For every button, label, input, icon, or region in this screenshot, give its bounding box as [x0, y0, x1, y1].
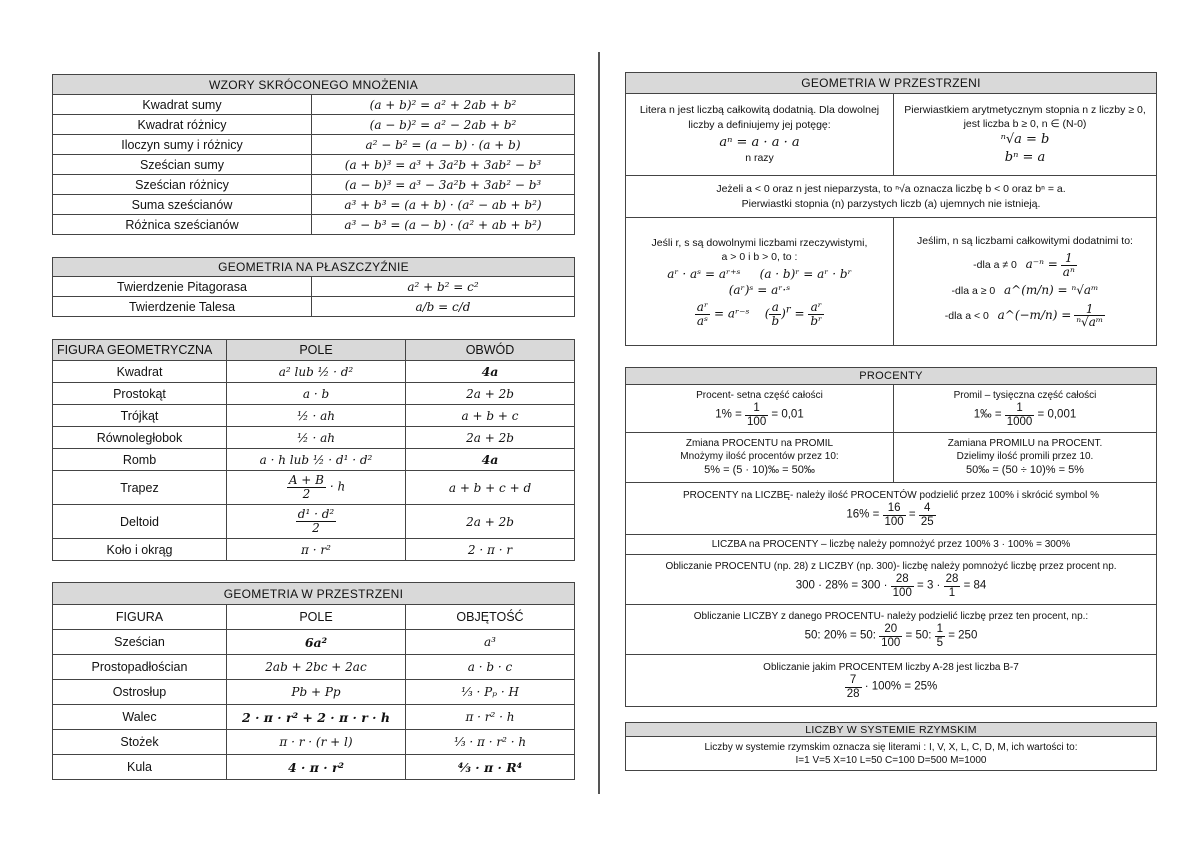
numerator: 28 [891, 573, 914, 586]
denominator: ⁿ√aᵐ [1076, 315, 1104, 330]
row-obwod: a + b + c + d [406, 471, 575, 505]
row-label: Twierdzenie Talesa [53, 297, 312, 317]
rs-formula-1: aʳ · aˢ = aʳ⁺ˢ [667, 266, 741, 281]
row-obj: a · b · c [406, 655, 575, 680]
potega-cell [626, 94, 894, 176]
denominator: 28 [846, 687, 860, 700]
procent-title: Procent- setna część całości [696, 390, 823, 402]
table-row [53, 135, 575, 155]
op-formula: 300 · 28% = 300 · [795, 580, 888, 593]
row-obj: ⅓ · Pₚ · H [406, 680, 575, 705]
row-formula: (a + b)² = a² + 2ab + b² [312, 95, 575, 115]
rzymskie-header: LICZBY W SYSTEMIE RZYMSKIM [626, 723, 1157, 737]
procent-na-promil-cell [626, 433, 894, 483]
rs-text-2: a > 0 i b > 0, to : [721, 250, 798, 263]
wzory-header: WZORY SKRÓCONEGO MNOŻENIA [53, 75, 575, 95]
row-formula: (a − b)² = a² − 2ab + b² [312, 115, 575, 135]
table-row [53, 449, 575, 471]
rzymskie-cell [626, 737, 1157, 771]
denominator: 100 [881, 636, 901, 649]
fraction [891, 573, 914, 598]
denominator: 2 [302, 487, 311, 501]
procenty-na-liczbe-cell: PROCENTY na LICZBĘ- należy ilość PROCENTÓW podzielić przez 100% i skrócić symbol % 16% = $\frac{16}{100}$ = $\frac{4}{25}$ [626, 483, 1157, 535]
rs-text-1: Jeśli r, s są dowolnymi liczbami rzeczywistymi, [651, 236, 868, 249]
przestrzen-left-header: GEOMETRIA W PRZESTRZENI [53, 583, 575, 605]
potega-note: n razy [745, 152, 774, 165]
row-label: Deltoid [53, 505, 227, 539]
denominator: 5 [936, 636, 944, 649]
row-pole: 2ab + 2bc + 2ac [227, 655, 406, 680]
table-row [53, 361, 575, 383]
col-header: FIGURA [53, 605, 227, 630]
row-label: Sześcian sumy [53, 155, 312, 175]
ol-rest: = 250 [948, 630, 978, 643]
ol-mid: = 50: [905, 630, 932, 643]
fraction [1005, 402, 1035, 427]
table-row [53, 277, 575, 297]
row-obwod: 2a + 2b [406, 505, 575, 539]
row-obwod: 2a + 2b [406, 383, 575, 405]
nieparzyste-line-1: Jeżeli a < 0 oraz n jest nieparzysta, to ⁿ√a oznacza liczbę b < 0 oraz bⁿ = a. [716, 183, 1066, 196]
row-label: Koło i okrąg [53, 539, 227, 561]
op-text: Obliczanie PROCENTU (np. 28) z LICZBY (np. 300)- liczbę należy pomnożyć liczbę przez procent np. [665, 561, 1117, 573]
col-header: POLE [227, 340, 406, 361]
row-label: Ostrosłup [53, 680, 227, 705]
row-pole: 2 · π · r² + 2 · π · r · h [227, 705, 406, 730]
denominator: aⁿ [1062, 264, 1075, 279]
row-pole: π · r² [227, 539, 406, 561]
numerator: 20 [879, 623, 902, 636]
row-pole [227, 505, 406, 539]
potegi-rs-cell: Jeśli r, s są dowolnymi liczbami rzeczywistymi, a > 0 i b > 0, to : aʳ · aˢ = aʳ⁺ˢ (a · b)ʳ = aʳ · bʳ (aʳ)ˢ = aʳ·ˢ $\frac{\text{aʳ}}{\text{aˢ}}$ = aʳ⁻ˢ ( $\frac{a}{b}$ )$^r$ = $\frac{\text{aʳ}}{\text{bʳ}}$ [626, 218, 894, 346]
denominator: aˢ [696, 313, 709, 328]
fraction [845, 674, 862, 699]
pl-formula: 16% = [846, 509, 880, 522]
rzymskie-table [625, 722, 1157, 771]
row-pole: ½ · ah [227, 405, 406, 427]
numerator: 1 [1005, 402, 1035, 415]
table-row [53, 215, 575, 235]
col-header: OBWÓD [406, 340, 575, 361]
zm2-title: Zamiana PROMILU na PROCENT. [947, 438, 1103, 450]
row-formula: a/b = c/d [312, 297, 575, 317]
rs-formula-3: (aʳ)ˢ = aʳ·ˢ [728, 283, 791, 298]
rzymskie-line-2: I=1 V=5 X=10 L=50 C=100 D=500 M=1000 [795, 754, 987, 766]
table-row [53, 655, 575, 680]
row-formula: (a + b)³ = a³ + 3a²b + 3ab² − b³ [312, 155, 575, 175]
numerator: 1 [745, 402, 768, 415]
row-label: Stożek [53, 730, 227, 755]
table-row [53, 383, 575, 405]
zm2-formula: 50‰ = (50 ÷ 10)% = 5% [966, 464, 1084, 477]
liczba-na-procenty-cell: LICZBA na PROCENTY – liczbę należy pomnożyć przez 100% 3 · 100% = 300% [626, 535, 1157, 555]
row-formula: a² − b² = (a − b) · (a + b) [312, 135, 575, 155]
col-header: OBJĘTOŚĆ [406, 605, 575, 630]
potega-text: Litera n jest liczbą całkowitą dodatnią. Dla dowolnej liczby a definiujemy jej potęgę: [639, 104, 880, 131]
ol-formula: 50: 20% = 50: [804, 630, 876, 643]
row-formula: a³ − b³ = (a − b) · (a² + ab + b²) [312, 215, 575, 235]
denominator: 100 [884, 515, 904, 528]
promil-na-procent-cell [894, 433, 1157, 483]
table-row [53, 505, 575, 539]
row-label: Walec [53, 705, 227, 730]
row-obwod: 4a [406, 361, 575, 383]
denominator: 1 [948, 586, 956, 599]
row-label: Prostokąt [53, 383, 227, 405]
table-row [53, 471, 575, 505]
pole-suffix: · h [329, 480, 346, 494]
column-divider [598, 52, 600, 794]
mn-row-1-formula: a⁻ⁿ = [1025, 257, 1058, 272]
table-row [53, 155, 575, 175]
row-formula: a³ + b³ = (a + b) · (a² − ab + b²) [312, 195, 575, 215]
row-label: Sześcian [53, 630, 227, 655]
row-label: Iloczyn sumy i różnicy [53, 135, 312, 155]
numerator: 28 [945, 573, 959, 586]
procenty-header: PROCENTY [626, 368, 1157, 385]
row-label: Suma sześcianów [53, 195, 312, 215]
row-pole: π · r · (r + l) [227, 730, 406, 755]
numerator: 4 [919, 502, 936, 515]
row-pole: 4 · π · r² [227, 755, 406, 780]
zm1-title: Zmiana PROCENTU na PROMIL [685, 438, 834, 450]
table-row [53, 680, 575, 705]
fraction [919, 502, 936, 527]
row-pole: a · h lub ½ · d¹ · d² [227, 449, 406, 471]
promil-cell [894, 385, 1157, 433]
row-label: Trapez [53, 471, 227, 505]
row-label: Kwadrat różnicy [53, 115, 312, 135]
promil-rest: = 0,001 [1037, 409, 1077, 422]
fraction [745, 402, 768, 427]
denominator: 25 [920, 515, 934, 528]
fraction [879, 623, 902, 648]
row-obj: π · r² · h [406, 705, 575, 730]
pierwiastek-text: Pierwiastkiem arytmetycznym stopnia n z liczby ≥ 0, jest liczba b ≥ 0, n ∈ (N-0) [904, 103, 1146, 130]
procent-cell [626, 385, 894, 433]
table-row [53, 195, 575, 215]
obliczanie-procentu-cell [626, 555, 1157, 605]
numerator: 1 [936, 623, 944, 636]
table-row [53, 405, 575, 427]
table-row [53, 297, 575, 317]
row-pole: 6a² [227, 630, 406, 655]
row-obj: a³ [406, 630, 575, 655]
fraction [287, 474, 326, 500]
numerator: aʳ [808, 301, 824, 315]
denominator: 2 [312, 521, 320, 535]
jp-text: Obliczanie jakim PROCENTEM liczby A-28 jest liczba B-7 [763, 662, 1019, 674]
row-label: Kwadrat [53, 361, 227, 383]
op-mid: = 3 · [917, 580, 941, 593]
col-header: FIGURA GEOMETRYCZNA [53, 340, 227, 361]
row-label: Trójkąt [53, 405, 227, 427]
denominator: 100 [892, 586, 912, 599]
mn-row-3-formula: a^(−m/n) = [997, 307, 1072, 322]
row-obj: ⁴⁄₃ · π · R⁴ [406, 755, 575, 780]
fraction [935, 623, 945, 648]
denominator: b [771, 313, 780, 328]
jakim-procentem-cell [626, 655, 1157, 707]
promil-formula: 1‰ = [973, 409, 1002, 422]
rs-formula-2: (a · b)ʳ = aʳ · bʳ [759, 266, 852, 281]
fraction [1061, 252, 1077, 278]
procenty-table [625, 367, 1157, 707]
row-obwod: a + b + c [406, 405, 575, 427]
pl-text: PROCENTY na LICZBĘ- należy ilość PROCENTÓW podzielić przez 100% i skrócić symbol % [682, 490, 1100, 502]
numerator: aʳ [696, 300, 709, 315]
row-label: Kwadrat sumy [53, 95, 312, 115]
row-obwod: 2a + 2b [406, 427, 575, 449]
op-rest: = 84 [963, 580, 987, 593]
plaszczyzna-table [52, 257, 575, 317]
wzory-table [52, 74, 575, 235]
fraction [769, 301, 781, 327]
numerator: 1 [1061, 252, 1077, 266]
row-pole: a² lub ½ · d² [227, 361, 406, 383]
mn-row-3-label: -dla a < 0 [944, 309, 989, 322]
table-row [53, 539, 575, 561]
table-row [53, 730, 575, 755]
numerator: 1 [1074, 303, 1105, 317]
fraction [1074, 303, 1105, 329]
row-label: Romb [53, 449, 227, 471]
col-header: POLE [227, 605, 406, 630]
jp-rest: · 100% = 25% [864, 681, 938, 694]
row-pole: Pb + Pp [227, 680, 406, 705]
numerator: 7 [845, 674, 862, 687]
table-row [53, 705, 575, 730]
denominator: bʳ [810, 313, 823, 328]
row-label: Kula [53, 755, 227, 780]
procent-rest: = 0,01 [771, 409, 804, 422]
numerator: 16 [883, 502, 906, 515]
mn-row-1-label: -dla a ≠ 0 [973, 259, 1017, 272]
fraction [883, 502, 906, 527]
table-row [53, 755, 575, 780]
row-obwod: 2 · π · r [406, 539, 575, 561]
potega-formula: aⁿ = a · a · a [719, 134, 800, 150]
table-row [53, 175, 575, 195]
zm1-text: Mnożymy ilość procentów przez 10: [680, 451, 839, 463]
przestrzen-left-table [52, 582, 575, 780]
fraction [695, 301, 710, 327]
mn-row-2-label: -dla a ≥ 0 [951, 285, 996, 298]
plaszczyzna-header: GEOMETRIA NA PŁASZCZYŹNIE [53, 258, 575, 277]
numerator: a [769, 301, 781, 315]
rs-formula-4-rest: = aʳ⁻ˢ [713, 306, 750, 321]
row-pole: a · b [227, 383, 406, 405]
procent-formula: 1% = [715, 409, 742, 422]
row-label: Różnica sześcianów [53, 215, 312, 235]
denominator: 100 [747, 415, 767, 428]
row-label: Twierdzenie Pitagorasa [53, 277, 312, 297]
nieparzyste-line-2: Pierwiastki stopnia (n) parzystych liczb (a) ujemnych nie istnieją. [741, 197, 1041, 210]
potegi-mn-cell [894, 218, 1157, 346]
denominator: 1000 [1006, 415, 1033, 428]
table-row [53, 630, 575, 655]
figury-table [52, 339, 575, 561]
fraction [944, 573, 961, 598]
ol-text: Obliczanie LICZBY z danego PROCENTU- należy podzielić liczbę przez ten procent, np.: [693, 611, 1089, 623]
przestrzen-right-table [625, 72, 1157, 346]
promil-title: Promil – tysięczna część całości [953, 390, 1097, 402]
row-label: Równoległobok [53, 427, 227, 449]
rzymskie-line-1: Liczby w systemie rzymskim oznacza się literami : I, V, X, L, C, D, M, ich wartości to: [704, 741, 1078, 753]
mn-text: Jeślim, n są liczbami całkowitymi dodatnimi to: [917, 235, 1133, 248]
zm2-text: Dzielimy ilość promili przez 10. [956, 451, 1094, 463]
row-pole: ½ · ah [227, 427, 406, 449]
row-obj: ⅓ · π · r² · h [406, 730, 575, 755]
row-formula: a² + b² = c² [312, 277, 575, 297]
row-formula: (a − b)³ = a³ − 3a²b + 3ab² − b³ [312, 175, 575, 195]
mn-row-2-formula: a^(m/n) = ⁿ√aᵐ [1004, 283, 1099, 298]
table-row [53, 95, 575, 115]
nieparzyste-cell [626, 176, 1157, 218]
table-row [53, 115, 575, 135]
pierwiastek-formula-1: ⁿ√a = b [1000, 132, 1050, 148]
pierwiastek-formula-2: bⁿ = a [1004, 149, 1046, 165]
numerator: d¹ · d² [297, 507, 335, 522]
row-pole [227, 471, 406, 505]
obliczanie-liczby-cell [626, 605, 1157, 655]
fraction [808, 301, 824, 327]
row-label: Sześcian różnicy [53, 175, 312, 195]
fraction [296, 508, 336, 534]
row-obwod: 4a [406, 449, 575, 471]
numerator: A + B [288, 473, 324, 488]
row-label: Prostopadłościan [53, 655, 227, 680]
table-row [53, 427, 575, 449]
przestrzen-right-header: GEOMETRIA W PRZESTRZENI [626, 73, 1157, 94]
zm1-formula: 5% = (5 · 10)‰ = 50‰ [704, 464, 815, 477]
pierwiastek-cell [894, 94, 1157, 176]
